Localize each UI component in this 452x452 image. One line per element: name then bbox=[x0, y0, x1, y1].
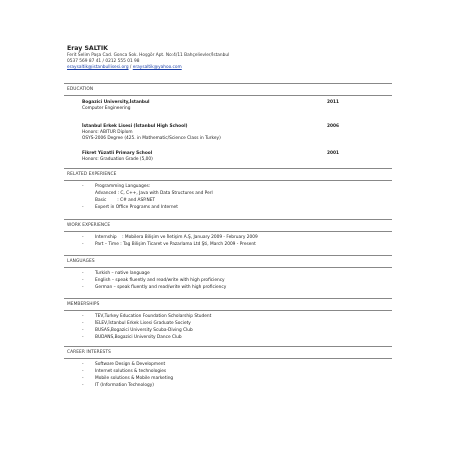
education-detail: Computer Engineering bbox=[82, 106, 131, 111]
email-line bbox=[67, 65, 182, 70]
bullet: - bbox=[82, 335, 84, 340]
list-item: Software Design & Development bbox=[95, 362, 166, 367]
email-link-1[interactable]: eraysaltik@istanbullisesi.org bbox=[67, 65, 129, 70]
education-detail: Honors: ABITUR Diplom bbox=[82, 130, 133, 135]
school-name: Fikret Yüzatli Primary School bbox=[82, 151, 153, 156]
school-name: Bogazici University,İstanbul bbox=[82, 100, 150, 105]
education-year: 2011 bbox=[327, 100, 339, 105]
list-item: İELEV,İstanbul Erkek Lisesi Graduate Society bbox=[95, 321, 191, 326]
list-item: IT (Information Technology) bbox=[95, 383, 154, 388]
list-item: Mobile solutions & Mobile marketing bbox=[95, 376, 174, 381]
list-item: English – speak fluently and read/write with high proficiency bbox=[95, 278, 225, 283]
email-link-2[interactable]: eraysaltik@yahoo.com bbox=[132, 65, 182, 70]
divider bbox=[64, 95, 392, 96]
list-item: Internet solutions & technologies bbox=[95, 369, 167, 374]
list-item: German – speak fluently and read/write with high proficiency bbox=[95, 285, 227, 290]
divider bbox=[64, 83, 392, 84]
list-item: Internship : Mobilera Bilişim ve İletişim A.Ş, January 2009 - February 2009 bbox=[95, 235, 258, 240]
bullet: - bbox=[82, 235, 84, 240]
email-separator: / bbox=[128, 65, 133, 70]
bullet: - bbox=[82, 383, 84, 388]
divider bbox=[64, 346, 392, 347]
divider bbox=[64, 180, 392, 181]
bullet: - bbox=[82, 369, 84, 374]
divider bbox=[64, 168, 392, 169]
section-title-work-experience: WORK EXPERIENCE bbox=[67, 223, 111, 228]
list-item: BUDANS,Bogazici University Dance Club bbox=[95, 335, 182, 340]
list-item: Programming Languages: bbox=[95, 184, 151, 189]
divider bbox=[64, 310, 392, 311]
candidate-name: Eray SALTIK bbox=[67, 45, 108, 52]
list-subitem: Basic : C# and ASP.NET bbox=[95, 198, 156, 203]
divider bbox=[64, 219, 392, 220]
bullet: - bbox=[82, 376, 84, 381]
education-detail: Honors: Graduation Grade (5,00) bbox=[82, 157, 153, 162]
divider bbox=[64, 358, 392, 359]
school-name: İstanbul Erkek Lisesi (İstanbul High School) bbox=[82, 124, 188, 129]
divider bbox=[64, 231, 392, 232]
education-year: 2006 bbox=[327, 124, 339, 129]
divider bbox=[64, 255, 392, 256]
bullet: - bbox=[82, 278, 84, 283]
bullet: - bbox=[82, 205, 84, 210]
list-item: TEV,Turkey Education Foundation Scholarship Student bbox=[95, 314, 212, 319]
section-title-education: EDUCATION bbox=[67, 87, 94, 92]
list-item: Turkish – native language bbox=[95, 271, 150, 276]
list-item: BUSAS,Bogazici University Scuba-Diving Club bbox=[95, 328, 193, 333]
bullet: - bbox=[82, 314, 84, 319]
divider bbox=[64, 298, 392, 299]
list-item: Part – Time : Tag Bilişim Ticaret ve Pazarlama Ltd Şti, March 2009 - Present bbox=[95, 242, 256, 247]
bullet: - bbox=[82, 362, 84, 367]
list-item: Expert in Office Programs and Internet bbox=[95, 205, 178, 210]
section-title-memberships: MEMBERSHIPS bbox=[67, 302, 100, 307]
address: Ferit Selim Paşa Cad. Gonca Sok. Hoşgör Apt. No:4/11 Bahçelievler/İstanbul bbox=[67, 53, 230, 58]
bullet: - bbox=[82, 271, 84, 276]
education-detail: OSYS-2006 Degree (425. in Mathematic/Science Class in Turkey) bbox=[82, 136, 221, 141]
bullet: - bbox=[82, 285, 84, 290]
section-title-languages: LANGUAGES bbox=[67, 259, 95, 264]
divider bbox=[64, 267, 392, 268]
bullet: - bbox=[82, 184, 84, 189]
education-year: 2001 bbox=[327, 151, 339, 156]
section-title-career-interests: CAREER INTERESTS bbox=[67, 350, 111, 355]
bullet: - bbox=[82, 328, 84, 333]
list-subitem: Advanced : C, C++, Java with Data Structures and Perl bbox=[95, 191, 213, 196]
bullet: - bbox=[82, 321, 84, 326]
bullet: - bbox=[82, 242, 84, 247]
section-title-related-experience: RELATED EXPERIENCE bbox=[67, 172, 117, 177]
phone: 0537 569 87 41 / 0212 555 01 98 bbox=[67, 59, 140, 64]
